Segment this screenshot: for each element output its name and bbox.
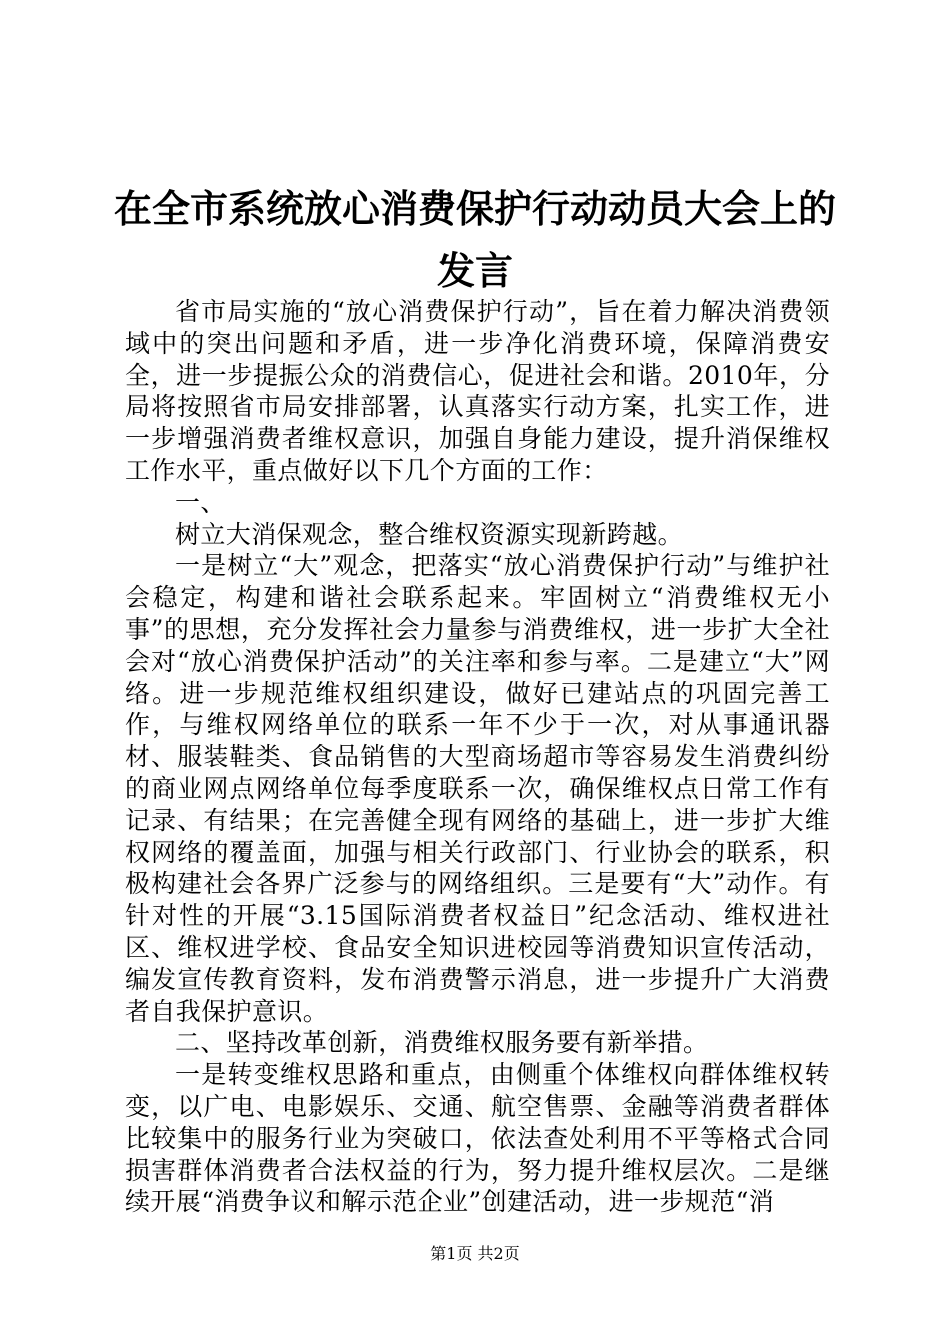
- paragraph-section-one-body: 一是树立“大”观念，把落实“放心消费保护行动”与维护社会稳定，构建和谐社会联系起来。牢固树立“消费维权无小事”的思想，充分发挥社会力量参与消费维权，进一步扩大全社会对“放心消费保护活动”的关注率和参与率。二是建立“大”网络。进一步规范维权组织建设，做好已建站点的巩固完善工作，与维权网络单位的联系一年不少于一次，对从事通讯器材、服装鞋类、食品销售的大型商场超市等容易发生消费纠纷的商业网点网络单位每季度联系一次，确保维权点日常工作有记录、有结果；在完善健全现有网络的基础上，进一步扩大维权网络的覆盖面，加强与相关行政部门、行业协会的联系，积极构建社会各界广泛参与的网络组织。三是要有“大”动作。有针对性的开展“3.15国际消费者权益日”纪念活动、维权进社区、维权进学校、食品安全知识进校园等消费知识宣传活动，编发宣传教育资料，发布消费警示消息，进一步提升广大消费者自我保护意识。: [125, 551, 830, 1026]
- document-title: 在全市系统放心消费保护行动动员大会上的发言: [113, 187, 836, 293]
- page-footer: 第1页 共2页: [430, 1244, 520, 1263]
- paragraph-intro: 省市局实施的“放心消费保护行动”，旨在着力解决消费领域中的突出问题和矛盾，进一步净化消费环境，保障消费安全，进一步提振公众的消费信心，促进社会和谐。2010年，分局将按照省市局安排部署，认真落实行动方案，扎实工作，进一步增强消费者维权意识，加强自身能力建设，提升消保维权工作水平，重点做好以下几个方面的工作：: [125, 297, 830, 485]
- paragraph-section-one-heading: 树立大消保观念，整合维权资源实现新跨越。: [175, 519, 684, 549]
- paragraph-section-two-body: 一是转变维权思路和重点，由侧重个体维权向群体维权转变，以广电、电影娱乐、交通、航空售票、金融等消费者群体比较集中的服务行业为突破口，依法查处利用不平等格式合同损害群体消费者合法权益的行为，努力提升维权层次。二是继续开展“消费争议和解示范企业”创建活动，进一步规范“消: [125, 1060, 830, 1217]
- paragraph-section-one-number: 一、: [175, 487, 226, 517]
- document-body: [125, 296, 830, 1218]
- paragraph-section-two-heading: 二、坚持改革创新，消费维权服务要有新举措。: [175, 1028, 709, 1058]
